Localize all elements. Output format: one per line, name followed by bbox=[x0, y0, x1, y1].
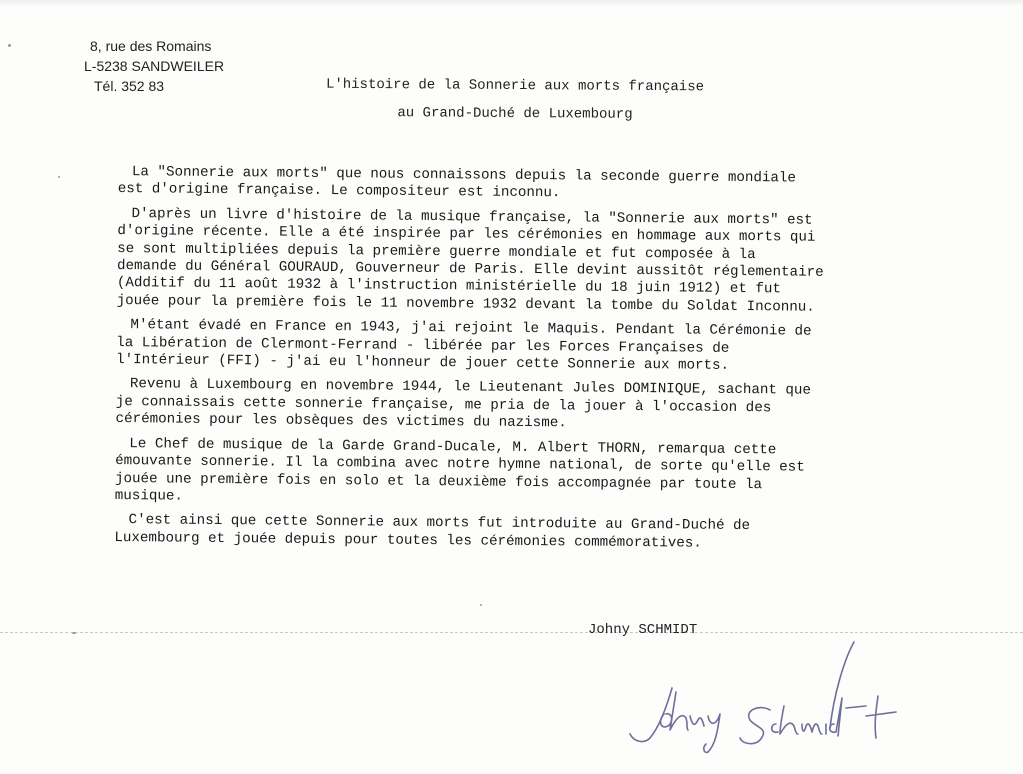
text-line: La "Sonnerie aux morts" que nous connaissons depuis la seconde guerre mondiale bbox=[131, 164, 797, 187]
text-line: est d'origine française. Le compositeur est inconnu. bbox=[117, 181, 561, 202]
text-line: la Libération de Clermont-Ferrand - libérée par les Forces Françaises de bbox=[116, 334, 730, 357]
scan-speck bbox=[72, 632, 76, 634]
paragraph-5 bbox=[115, 436, 876, 513]
sender-address bbox=[84, 36, 224, 96]
text-line: se sont multipliées depuis la première guerre mondiale et fut composée à la bbox=[117, 240, 756, 263]
paragraph-6 bbox=[114, 512, 874, 554]
address-street: 8, rue des Romains bbox=[90, 38, 212, 54]
scan-edge bbox=[0, 0, 1023, 6]
paragraph-1 bbox=[118, 164, 878, 206]
text-line: M'étant évadé en France en 1943, j'ai rejoint le Maquis. Pendant la Cérémonie de bbox=[130, 317, 812, 340]
scan-speck bbox=[480, 604, 482, 606]
letter-title bbox=[300, 72, 730, 128]
typed-signature-name: Johny SCHMIDT bbox=[588, 622, 698, 638]
text-line: C'est ainsi que cette Sonnerie aux morts fut introduite au Grand-Duché de bbox=[128, 512, 751, 535]
text-line: je connaissais cette sonnerie française, me pria de la jouer à l'occasion des bbox=[115, 393, 772, 417]
text-line: l'Intérieur (FFI) - j'ai eu l'honneur de jouer cette Sonnerie aux morts. bbox=[116, 352, 730, 374]
handwritten-signature bbox=[620, 640, 920, 760]
text-line: Le Chef de musique de la Garde Grand-Ducale, M. Albert THORN, remarqua cette bbox=[129, 435, 777, 459]
scan-speck bbox=[8, 44, 11, 47]
text-line: cérémonies pour les obsèques des victimes du nazisme. bbox=[115, 411, 567, 432]
text-line: Luxembourg et jouée depuis pour toutes les cérémonies commémoratives. bbox=[114, 529, 702, 552]
text-line: jouée une première fois en solo et la deuxième fois accompagnée par toute la bbox=[114, 470, 763, 493]
text-line: D'après un livre d'histoire de la musique française, la "Sonnerie aux morts" est bbox=[131, 205, 813, 229]
text-line: jouée pour la première fois le 11 novembre 1932 devant la tombe du Soldat Inconnu. bbox=[116, 292, 815, 316]
text-line: d'origine récente. Elle a été inspirée par les cérémonies en hommage aux morts qui bbox=[117, 223, 816, 246]
title-line-2: au Grand-Duché de Luxembourg bbox=[397, 105, 633, 123]
scan-speck bbox=[58, 176, 60, 178]
text-line: (Additif du 11 août 1932 à l'instruction ministérielle du 18 juin 1912) et fut bbox=[116, 275, 781, 298]
paragraph-4 bbox=[115, 376, 875, 436]
address-phone: Tél. 352 83 bbox=[94, 78, 165, 94]
text-line: Revenu à Luxembourg en novembre 1944, le Lieutenant Jules DOMINIQUE, sachant que bbox=[129, 376, 812, 400]
paragraph-3 bbox=[116, 317, 876, 377]
title-line-1: L'histoire de la Sonnerie aux morts française bbox=[325, 76, 705, 96]
paragraph-2 bbox=[117, 206, 878, 318]
text-line: demande du Général GOURAUD, Gouverneur de Paris. Elle devint aussitôt réglementaire bbox=[116, 258, 824, 281]
fold-line bbox=[0, 632, 1023, 633]
address-city: L-5238 SANDWEILER bbox=[84, 58, 225, 74]
text-line: émouvante sonnerie. Il la combina avec notre hymne national, de sorte qu'elle est bbox=[115, 453, 805, 476]
letter-body bbox=[114, 164, 878, 561]
text-line: musique. bbox=[114, 487, 184, 505]
